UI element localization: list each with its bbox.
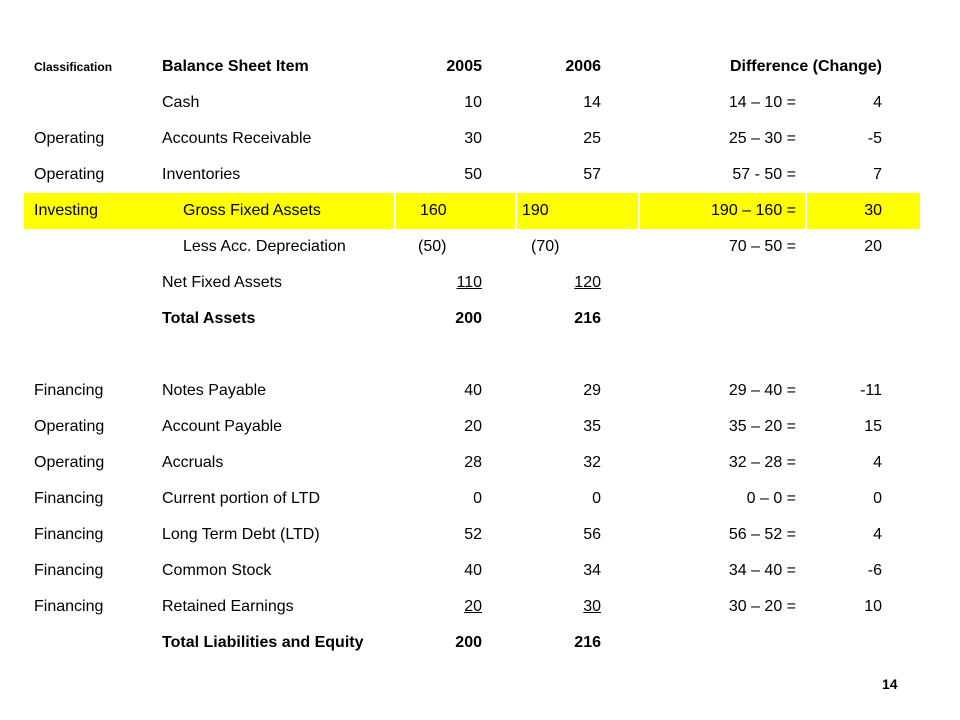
table-row-retained-earnings <box>0 589 960 625</box>
item-cell: Common Stock <box>162 562 272 579</box>
classification-cell: Operating <box>34 454 105 471</box>
calculation-cell: 34 – 40 = <box>728 562 796 579</box>
classification-cell: Investing <box>34 202 99 219</box>
value-2006-cell: 120 <box>574 274 601 291</box>
value-2005-cell: 10 <box>464 94 482 111</box>
item-cell: Accruals <box>162 454 224 471</box>
calculation-cell: 35 – 20 = <box>728 418 796 435</box>
classification-cell <box>34 229 154 265</box>
value-2005-cell: 50 <box>464 166 482 183</box>
difference-cell: 30 <box>864 202 882 219</box>
value-2005-cell: 110 <box>456 274 482 291</box>
table-row-less-acc-depreciation <box>0 229 960 265</box>
difference-cell: -6 <box>867 562 882 579</box>
table-row-total-liabilities-equity <box>0 625 960 661</box>
table-row-total-assets <box>0 301 960 337</box>
value-2005-cell: 40 <box>464 382 482 399</box>
value-2006-cell: 0 <box>592 490 601 507</box>
item-cell: Total Liabilities and Equity <box>162 634 364 651</box>
value-2006-cell: 29 <box>583 382 601 399</box>
calculation-cell: 29 – 40 = <box>728 382 796 399</box>
value-2005-cell: 28 <box>464 454 482 471</box>
table-row-accounts-receivable <box>0 121 960 157</box>
calculation-cell: 32 – 28 = <box>728 454 796 471</box>
value-2006-cell: 34 <box>583 562 601 579</box>
classification-cell: Financing <box>34 382 104 399</box>
table-row-account-payable <box>0 409 960 445</box>
classification-cell: Operating <box>34 130 105 147</box>
header-balance-sheet-item: Balance Sheet Item <box>162 58 309 75</box>
difference-cell: 4 <box>873 94 882 111</box>
value-2006-cell: 56 <box>583 526 601 543</box>
classification-cell: Financing <box>34 526 104 543</box>
header-year-2006: 2006 <box>565 58 601 75</box>
table-row-long-term-debt <box>0 517 960 553</box>
calculation-cell: 0 – 0 = <box>746 490 796 507</box>
value-2006-cell: 57 <box>583 166 601 183</box>
value-2005-cell: 20 <box>464 418 482 435</box>
item-cell: Total Assets <box>162 310 256 327</box>
value-2005-cell: 0 <box>473 490 482 507</box>
classification-cell: Financing <box>34 490 104 507</box>
value-2006-cell: 30 <box>583 598 601 615</box>
cell-separator <box>515 193 517 229</box>
classification-cell: Financing <box>34 598 104 615</box>
table-row-inventories <box>0 157 960 193</box>
table-row-gross-fixed-assets-highlighted <box>24 193 920 229</box>
value-2006-cell: 190 <box>522 202 549 219</box>
classification-cell: Operating <box>34 418 105 435</box>
calculation-cell: 70 – 50 = <box>728 238 796 255</box>
value-2005-cell: 200 <box>455 310 482 327</box>
value-2005-cell: 52 <box>464 526 482 543</box>
classification-cell: Financing <box>34 562 104 579</box>
value-2006-cell: 25 <box>583 130 601 147</box>
difference-cell: 4 <box>873 526 882 543</box>
item-cell: Less Acc. Depreciation <box>183 238 346 255</box>
item-cell: Notes Payable <box>162 382 267 399</box>
table-row-notes-payable <box>0 373 960 409</box>
page-number: 14 <box>882 676 898 692</box>
value-2005-cell: 160 <box>420 202 447 219</box>
item-cell: Inventories <box>162 166 241 183</box>
item-cell: Long Term Debt (LTD) <box>162 526 320 543</box>
item-cell: Cash <box>162 94 200 111</box>
difference-cell: 7 <box>873 166 882 183</box>
table-row-net-fixed-assets <box>0 265 960 301</box>
value-2005-cell: 40 <box>464 562 482 579</box>
difference-cell: 15 <box>864 418 882 435</box>
classification-cell <box>34 301 154 337</box>
classification-cell <box>34 625 154 661</box>
classification-cell <box>34 265 154 301</box>
item-cell: Retained Earnings <box>162 598 294 615</box>
difference-cell: 10 <box>864 598 882 615</box>
value-2006-cell: 216 <box>574 310 601 327</box>
difference-cell: -5 <box>867 130 882 147</box>
item-cell: Account Payable <box>162 418 283 435</box>
item-cell: Gross Fixed Assets <box>183 202 321 219</box>
table-header-row <box>0 49 960 85</box>
calculation-cell: 14 – 10 = <box>728 94 796 111</box>
calculation-cell: 30 – 20 = <box>728 598 796 615</box>
header-year-2005: 2005 <box>446 58 482 75</box>
value-2005-cell: 20 <box>464 598 482 615</box>
value-2005-cell: 30 <box>464 130 482 147</box>
value-2005-cell: (50) <box>418 238 447 255</box>
value-2006-cell: 14 <box>583 94 601 111</box>
difference-cell: -11 <box>860 382 882 399</box>
header-difference: Difference (Change) <box>729 58 882 75</box>
table-row-accruals <box>0 445 960 481</box>
value-2006-cell: 32 <box>583 454 601 471</box>
table-row-current-portion-ltd <box>0 481 960 517</box>
calculation-cell: 56 – 52 = <box>728 526 796 543</box>
difference-cell: 4 <box>873 454 882 471</box>
item-cell: Net Fixed Assets <box>162 274 283 291</box>
classification-cell <box>34 85 154 121</box>
difference-cell: 0 <box>873 490 882 507</box>
value-2006-cell: 35 <box>583 418 601 435</box>
value-2005-cell: 200 <box>455 634 482 651</box>
item-cell: Current portion of LTD <box>162 490 320 507</box>
classification-cell: Operating <box>34 166 105 183</box>
table-row-common-stock <box>0 553 960 589</box>
item-cell: Accounts Receivable <box>162 130 312 147</box>
calculation-cell: 190 – 160 = <box>711 202 796 219</box>
calculation-cell: 25 – 30 = <box>728 130 796 147</box>
table-row-cash <box>0 85 960 121</box>
difference-cell: 20 <box>864 238 882 255</box>
header-classification: Classification <box>34 60 113 74</box>
value-2006-cell: (70) <box>531 238 560 255</box>
value-2006-cell: 216 <box>574 634 601 651</box>
calculation-cell: 57 - 50 = <box>732 166 796 183</box>
